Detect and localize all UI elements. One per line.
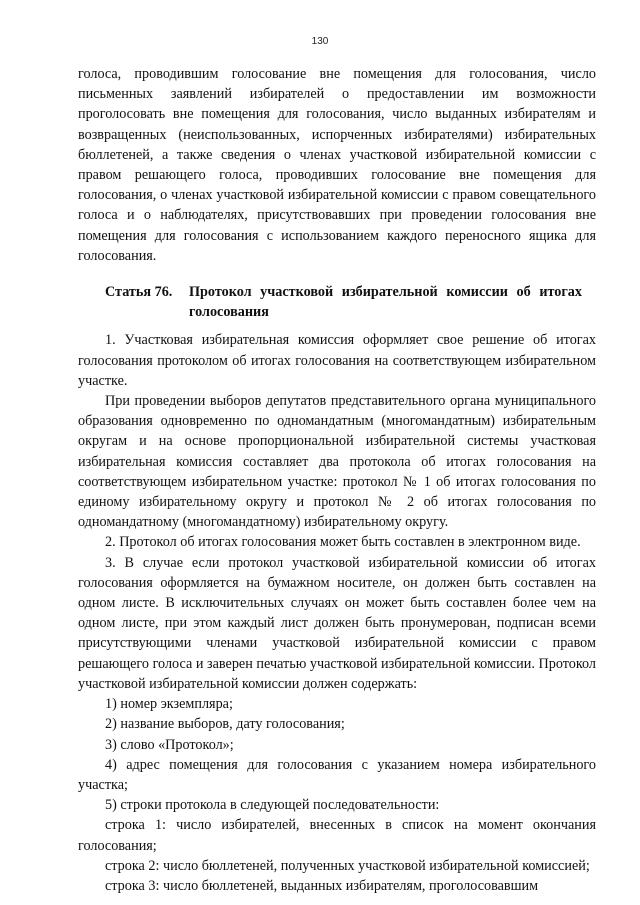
page-number: 130 [311,36,329,47]
protocol-line: строка 1: число избирателей, внесенных в список на момент окончания голосования; [78,817,596,854]
article-heading [78,282,596,322]
list-item: 2) название выборов, дату голосования; [105,716,345,733]
paragraph-elections: При проведении выборов депутатов представительного органа муниципального образования одновременно по одномандатным (многомандатным) избирательным округам и на основе пропорциональной избирательной системы участковая избирательная комиссия составляет два протокола об итогах голосования на соответствующем избирательном участке: протокол № 1 об итогах голосования по единому избирательному округу и протокол № 2 об итогах голосования по одномандатному (многомандатному) избирательному округу. [78,393,596,531]
list-item: 5) строки протокола в следующей последовательности: [105,797,440,814]
protocol-line: строка 2: число бюллетеней, полученных участковой избирательной комиссией; [105,857,590,874]
paragraph-2: 2. Протокол об итогах голосования может быть составлен в электронном виде. [105,534,581,551]
paragraph-3: 3. В случае если протокол участковой избирательной комиссии об итогах голосования оформляется на бумажном носителе, он должен быть составлен на одном листе. В исключительных случаях он может быть составлен более чем на одном листе, при этом каждый лист должен быть пронумерован, подписан всеми присутствующими членами участковой избирательной комиссии с правом решающего голоса и заверен печатью участковой избирательной комиссии. Протокол участковой избирательной комиссии должен содержать: [78,554,596,692]
list-item: 3) слово «Протокол»; [105,736,234,753]
protocol-line: строка 3: число бюллетеней, выданных избирателям, проголосовавшим [105,877,539,894]
document-body [78,64,596,896]
intro-paragraph: голоса, проводившим голосование вне помещения для голосования, число письменных заявлений избирателей о предоставлении им возможности проголосовать вне помещения для голосования, число выданных избирателям и возвращенных (неиспользованных, испорченных избирателями) избирательных бюллетеней, а также сведения о членах участковой избирательной комиссии с правом решающего голоса, проводивших голосование вне помещения для голосования, о членах участковой избирательной комиссии с правом совещательного голоса и о наблюдателях, присутствовавших при проведении голосования вне помещения для голосования с использованием каждого переносного ящика для голосования. [78,66,596,264]
article-title: Протокол участковой избирательной комиссии об итогах голосования [189,284,582,321]
article-number: Статья 76. [105,284,173,301]
paragraph-1: 1. Участковая избирательная комиссия оформляет свое решение об итогах голосования протоколом об итогах голосования на соответствующем избирательном участке. [78,332,596,389]
list-item: 4) адрес помещения для голосования с указанием номера избирательного участка; [78,756,596,793]
list-item: 1) номер экземпляра; [105,696,233,713]
